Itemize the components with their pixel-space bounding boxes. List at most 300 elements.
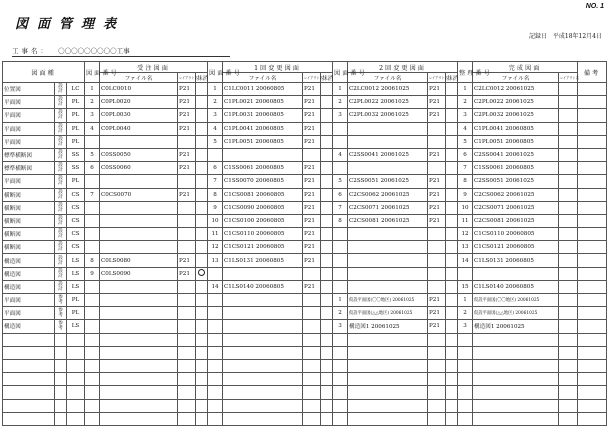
change1-file-cell bbox=[223, 267, 303, 280]
change2-file-cell bbox=[348, 254, 428, 267]
record-date-value: 平成18年12月4日 bbox=[552, 33, 602, 40]
change2-no-cell bbox=[333, 162, 348, 175]
order-no-cell: 7 bbox=[85, 188, 100, 201]
order-no-cell bbox=[85, 201, 100, 214]
kind-cell: 設 計 bbox=[55, 83, 67, 96]
order-delete-cell bbox=[196, 175, 208, 188]
blank-cell bbox=[348, 399, 428, 412]
order-no-cell bbox=[85, 241, 100, 254]
remarks-cell bbox=[578, 320, 607, 333]
change2-file-cell: C2PL0022 20061025 bbox=[348, 96, 428, 109]
change1-layout-cell: P21 bbox=[303, 228, 321, 241]
table-row bbox=[3, 96, 607, 109]
change2-file-cell: C2CS0071 20061025 bbox=[348, 201, 428, 214]
category-cell: CS bbox=[67, 201, 85, 214]
change1-no-cell: 3 bbox=[208, 109, 223, 122]
change1-file-cell: C1SS0061 20060805 bbox=[223, 162, 303, 175]
order-file-cell bbox=[100, 214, 178, 227]
change2-file-cell bbox=[348, 122, 428, 135]
blank-cell bbox=[100, 412, 178, 425]
blank-cell bbox=[458, 359, 473, 372]
blank-cell bbox=[100, 399, 178, 412]
order-delete-cell bbox=[196, 214, 208, 227]
project-name: 〇〇〇〇〇〇〇〇〇工事 bbox=[58, 47, 130, 55]
change1-no-cell: 11 bbox=[208, 228, 223, 241]
final-layout-cell bbox=[559, 109, 578, 122]
final-layout-cell bbox=[559, 294, 578, 307]
kind-cell: 設 計 bbox=[55, 135, 67, 148]
final-no-cell bbox=[458, 267, 473, 280]
order-delete-cell bbox=[196, 307, 208, 320]
final-no-cell: 7 bbox=[458, 162, 473, 175]
blank-cell bbox=[559, 412, 578, 425]
final-file-cell: C2LC0012 20061025 bbox=[473, 83, 559, 96]
change1-file-cell: C1SS0070 20060805 bbox=[223, 175, 303, 188]
order-delete-cell bbox=[196, 96, 208, 109]
blank-row bbox=[3, 399, 607, 412]
change1-file-cell: C1PL0031 20060805 bbox=[223, 109, 303, 122]
blank-cell bbox=[446, 373, 458, 386]
kind-cell: 設 計 bbox=[55, 228, 67, 241]
change2-layout-cell: P21 bbox=[428, 307, 446, 320]
final-file-cell: C2CS0071 20061025 bbox=[473, 201, 559, 214]
final-layout-cell bbox=[559, 320, 578, 333]
drawing-type-cell: 平面図 bbox=[3, 307, 55, 320]
blank-cell bbox=[559, 386, 578, 399]
blank-cell bbox=[55, 333, 67, 346]
change2-no-cell: 3 bbox=[333, 320, 348, 333]
blank-cell bbox=[473, 399, 559, 412]
drawing-type-cell: 平面図 bbox=[3, 96, 55, 109]
blank-cell bbox=[67, 386, 85, 399]
final-layout-cell bbox=[559, 201, 578, 214]
change2-delete-cell bbox=[446, 307, 458, 320]
order-layout-cell: P21 bbox=[178, 96, 196, 109]
order-no-cell bbox=[85, 280, 100, 293]
change1-delete-cell bbox=[321, 188, 333, 201]
change2-layout-cell bbox=[428, 228, 446, 241]
final-layout-cell bbox=[559, 280, 578, 293]
change2-delete-cell bbox=[446, 320, 458, 333]
category-cell: SS bbox=[67, 162, 85, 175]
final-layout-cell bbox=[559, 214, 578, 227]
change1-layout-cell: P21 bbox=[303, 162, 321, 175]
blank-cell bbox=[3, 333, 55, 346]
table-row bbox=[3, 214, 607, 227]
drawing-type-cell: 横断図 bbox=[3, 214, 55, 227]
change1-delete-cell bbox=[321, 214, 333, 227]
col-change2-delete: 抹消 bbox=[446, 73, 458, 83]
change2-layout-cell: P21 bbox=[428, 175, 446, 188]
kind-cell: 参 考 bbox=[55, 320, 67, 333]
change1-layout-cell bbox=[303, 294, 321, 307]
blank-cell bbox=[473, 412, 559, 425]
order-layout-cell: P21 bbox=[178, 188, 196, 201]
blank-cell bbox=[55, 359, 67, 372]
blank-cell bbox=[67, 333, 85, 346]
kind-cell: 設 計 bbox=[55, 267, 67, 280]
order-file-cell bbox=[100, 320, 178, 333]
blank-cell bbox=[348, 346, 428, 359]
col-order-layout: レイアウト名 bbox=[178, 73, 196, 83]
change2-delete-cell bbox=[446, 214, 458, 227]
change1-file-cell bbox=[223, 148, 303, 161]
change2-delete-cell bbox=[446, 294, 458, 307]
table-row bbox=[3, 254, 607, 267]
final-no-cell: 2 bbox=[458, 307, 473, 320]
change1-no-cell: 14 bbox=[208, 280, 223, 293]
col-drawing-type: 図面種 bbox=[3, 62, 85, 83]
col-change2-group: 2回変更図面 bbox=[348, 62, 458, 73]
table-row bbox=[3, 241, 607, 254]
change2-file-cell: 仮設平面図(△△地区) 20061025 bbox=[348, 307, 428, 320]
change1-delete-cell bbox=[321, 122, 333, 135]
table-row bbox=[3, 228, 607, 241]
blank-cell bbox=[67, 359, 85, 372]
blank-cell bbox=[428, 359, 446, 372]
change1-layout-cell: P21 bbox=[303, 109, 321, 122]
order-file-cell: C0LS0080 bbox=[100, 254, 178, 267]
change1-delete-cell bbox=[321, 83, 333, 96]
final-file-cell bbox=[473, 267, 559, 280]
order-file-cell bbox=[100, 175, 178, 188]
change2-no-cell bbox=[333, 135, 348, 148]
change1-no-cell: 2 bbox=[208, 96, 223, 109]
category-cell: CS bbox=[67, 228, 85, 241]
category-cell: PL bbox=[67, 109, 85, 122]
final-file-cell: C2CS0081 20061025 bbox=[473, 214, 559, 227]
blank-cell bbox=[85, 399, 100, 412]
project-label: 工事名： bbox=[12, 47, 50, 55]
blank-cell bbox=[85, 333, 100, 346]
drawing-type-cell: 標準横断図 bbox=[3, 148, 55, 161]
order-no-cell: 1 bbox=[85, 83, 100, 96]
remarks-cell bbox=[578, 175, 607, 188]
blank-cell bbox=[458, 399, 473, 412]
change2-delete-cell bbox=[446, 228, 458, 241]
blank-cell bbox=[578, 412, 607, 425]
order-layout-cell bbox=[178, 135, 196, 148]
change1-delete-cell bbox=[321, 254, 333, 267]
blank-cell bbox=[303, 346, 321, 359]
blank-cell bbox=[303, 399, 321, 412]
order-no-cell bbox=[85, 294, 100, 307]
order-layout-cell: P21 bbox=[178, 162, 196, 175]
final-file-cell: C1PL0051 20060805 bbox=[473, 135, 559, 148]
change1-no-cell: 10 bbox=[208, 214, 223, 227]
blank-cell bbox=[303, 359, 321, 372]
blank-cell bbox=[223, 399, 303, 412]
change1-layout-cell: P21 bbox=[303, 135, 321, 148]
order-layout-cell bbox=[178, 201, 196, 214]
change2-no-cell bbox=[333, 254, 348, 267]
drawing-type-cell: 構造図 bbox=[3, 267, 55, 280]
category-cell: CS bbox=[67, 214, 85, 227]
blank-cell bbox=[348, 386, 428, 399]
change2-delete-cell bbox=[446, 83, 458, 96]
order-file-cell bbox=[100, 307, 178, 320]
blank-row bbox=[3, 333, 607, 346]
col-change1-file: ファイル名 bbox=[223, 73, 303, 83]
table-row bbox=[3, 188, 607, 201]
final-no-cell: 8 bbox=[458, 175, 473, 188]
blank-cell bbox=[428, 373, 446, 386]
blank-cell bbox=[55, 412, 67, 425]
final-no-cell: 1 bbox=[458, 83, 473, 96]
final-layout-cell bbox=[559, 175, 578, 188]
blank-cell bbox=[559, 399, 578, 412]
col-change2-layout: レイアウト名 bbox=[428, 73, 446, 83]
drawing-type-cell: 平面図 bbox=[3, 294, 55, 307]
change2-layout-cell: P21 bbox=[428, 201, 446, 214]
blank-cell bbox=[303, 373, 321, 386]
blank-cell bbox=[321, 373, 333, 386]
table-row bbox=[3, 162, 607, 175]
blank-cell bbox=[85, 346, 100, 359]
blank-cell bbox=[446, 359, 458, 372]
change1-no-cell bbox=[208, 320, 223, 333]
order-file-cell bbox=[100, 201, 178, 214]
change1-layout-cell bbox=[303, 320, 321, 333]
final-no-cell: 3 bbox=[458, 320, 473, 333]
col-change1-layout: レイアウト名 bbox=[303, 73, 321, 83]
blank-cell bbox=[321, 399, 333, 412]
change1-layout-cell: P21 bbox=[303, 188, 321, 201]
blank-cell bbox=[85, 359, 100, 372]
drawing-type-cell: 横断図 bbox=[3, 188, 55, 201]
final-file-cell: 仮設平面図(〇〇地区) 20061025 bbox=[473, 294, 559, 307]
blank-cell bbox=[348, 412, 428, 425]
order-delete-cell bbox=[196, 228, 208, 241]
final-layout-cell bbox=[559, 122, 578, 135]
kind-cell: 設 計 bbox=[55, 254, 67, 267]
col-order-no: 図面番号 bbox=[85, 62, 100, 83]
order-delete-cell bbox=[196, 267, 208, 280]
category-cell: PL bbox=[67, 96, 85, 109]
blank-cell bbox=[428, 346, 446, 359]
col-org-no: 整理番号 bbox=[458, 62, 473, 83]
order-layout-cell: P21 bbox=[178, 267, 196, 280]
drawing-type-cell: 構造図 bbox=[3, 254, 55, 267]
change2-file-cell bbox=[348, 267, 428, 280]
final-file-cell: C1LS0131 20060805 bbox=[473, 254, 559, 267]
blank-cell bbox=[473, 346, 559, 359]
col-order-file: ファイル名 bbox=[100, 73, 178, 83]
table-row bbox=[3, 135, 607, 148]
change1-layout-cell: P21 bbox=[303, 122, 321, 135]
change2-layout-cell bbox=[428, 162, 446, 175]
remarks-cell bbox=[578, 135, 607, 148]
blank-cell bbox=[578, 346, 607, 359]
change1-delete-cell bbox=[321, 307, 333, 320]
change2-no-cell: 1 bbox=[333, 83, 348, 96]
change1-file-cell: C1CS0081 20060805 bbox=[223, 188, 303, 201]
blank-cell bbox=[100, 359, 178, 372]
order-file-cell: C0LC0010 bbox=[100, 83, 178, 96]
order-delete-cell bbox=[196, 294, 208, 307]
change2-file-cell bbox=[348, 162, 428, 175]
blank-cell bbox=[196, 333, 208, 346]
change1-no-cell: 12 bbox=[208, 241, 223, 254]
category-cell: SS bbox=[67, 148, 85, 161]
change2-delete-cell bbox=[446, 254, 458, 267]
table-row bbox=[3, 83, 607, 96]
order-delete-cell bbox=[196, 83, 208, 96]
change2-layout-cell bbox=[428, 267, 446, 280]
order-file-cell bbox=[100, 228, 178, 241]
blank-cell bbox=[348, 359, 428, 372]
change1-no-cell: 7 bbox=[208, 175, 223, 188]
blank-cell bbox=[3, 373, 55, 386]
change2-delete-cell bbox=[446, 188, 458, 201]
order-layout-cell bbox=[178, 280, 196, 293]
change2-file-cell bbox=[348, 280, 428, 293]
remarks-cell bbox=[578, 148, 607, 161]
blank-cell bbox=[178, 399, 196, 412]
deletion-mark-icon bbox=[198, 269, 205, 276]
order-layout-cell bbox=[178, 175, 196, 188]
blank-cell bbox=[321, 346, 333, 359]
blank-cell bbox=[196, 386, 208, 399]
blank-cell bbox=[85, 386, 100, 399]
order-no-cell: 9 bbox=[85, 267, 100, 280]
order-delete-cell bbox=[196, 122, 208, 135]
change2-no-cell: 2 bbox=[333, 96, 348, 109]
final-layout-cell bbox=[559, 188, 578, 201]
col-final-file: ファイル名 bbox=[473, 73, 559, 83]
order-file-cell bbox=[100, 280, 178, 293]
blank-cell bbox=[473, 373, 559, 386]
drawing-type-cell: 平面図 bbox=[3, 122, 55, 135]
blank-cell bbox=[55, 346, 67, 359]
blank-cell bbox=[446, 412, 458, 425]
blank-cell bbox=[559, 373, 578, 386]
blank-row bbox=[3, 412, 607, 425]
table-row bbox=[3, 320, 607, 333]
change1-delete-cell bbox=[321, 162, 333, 175]
final-layout-cell bbox=[559, 162, 578, 175]
blank-cell bbox=[223, 386, 303, 399]
blank-cell bbox=[473, 386, 559, 399]
table-row bbox=[3, 267, 607, 280]
kind-cell: 設 計 bbox=[55, 96, 67, 109]
change1-delete-cell bbox=[321, 96, 333, 109]
blank-cell bbox=[196, 399, 208, 412]
change2-layout-cell bbox=[428, 241, 446, 254]
change2-delete-cell bbox=[446, 241, 458, 254]
kind-cell: 設 計 bbox=[55, 201, 67, 214]
change1-layout-cell: P21 bbox=[303, 175, 321, 188]
final-no-cell: 5 bbox=[458, 135, 473, 148]
change2-delete-cell bbox=[446, 162, 458, 175]
blank-cell bbox=[333, 333, 348, 346]
blank-cell bbox=[67, 412, 85, 425]
change2-file-cell: C2CS0062 20061025 bbox=[348, 188, 428, 201]
blank-cell bbox=[3, 399, 55, 412]
order-delete-cell bbox=[196, 148, 208, 161]
order-no-cell: 6 bbox=[85, 162, 100, 175]
final-no-cell: 9 bbox=[458, 188, 473, 201]
col-order-group: 受注図面 bbox=[100, 62, 208, 73]
blank-cell bbox=[100, 346, 178, 359]
change2-delete-cell bbox=[446, 148, 458, 161]
remarks-cell bbox=[578, 241, 607, 254]
blank-cell bbox=[196, 359, 208, 372]
blank-cell bbox=[321, 412, 333, 425]
change2-no-cell: 4 bbox=[333, 148, 348, 161]
blank-cell bbox=[321, 386, 333, 399]
change2-no-cell: 6 bbox=[333, 188, 348, 201]
final-no-cell: 1 bbox=[458, 294, 473, 307]
final-no-cell: 2 bbox=[458, 96, 473, 109]
blank-cell bbox=[3, 412, 55, 425]
final-layout-cell bbox=[559, 307, 578, 320]
final-file-cell: C1CS0110 20060805 bbox=[473, 228, 559, 241]
change1-delete-cell bbox=[321, 135, 333, 148]
blank-cell bbox=[428, 412, 446, 425]
blank-row bbox=[3, 373, 607, 386]
blank-cell bbox=[67, 399, 85, 412]
col-change2-no: 図面番号 bbox=[333, 62, 348, 83]
change1-file-cell: C1LS0140 20060805 bbox=[223, 280, 303, 293]
final-file-cell: 構造図1 20061025 bbox=[473, 320, 559, 333]
blank-cell bbox=[578, 399, 607, 412]
change2-no-cell: 3 bbox=[333, 109, 348, 122]
final-file-cell: C2CS0062 20061025 bbox=[473, 188, 559, 201]
blank-cell bbox=[458, 346, 473, 359]
order-no-cell: 4 bbox=[85, 122, 100, 135]
final-no-cell: 13 bbox=[458, 241, 473, 254]
blank-cell bbox=[208, 386, 223, 399]
blank-cell bbox=[333, 359, 348, 372]
final-layout-cell bbox=[559, 96, 578, 109]
col-change1-no: 図面番号 bbox=[208, 62, 223, 83]
blank-cell bbox=[55, 386, 67, 399]
blank-cell bbox=[3, 359, 55, 372]
blank-cell bbox=[348, 333, 428, 346]
change1-file-cell: C1PL0021 20060805 bbox=[223, 96, 303, 109]
remarks-cell bbox=[578, 267, 607, 280]
order-no-cell bbox=[85, 320, 100, 333]
kind-cell: 参 考 bbox=[55, 307, 67, 320]
blank-cell bbox=[196, 373, 208, 386]
remarks-cell bbox=[578, 294, 607, 307]
order-delete-cell bbox=[196, 201, 208, 214]
blank-cell bbox=[428, 386, 446, 399]
order-file-cell bbox=[100, 294, 178, 307]
change1-layout-cell: P21 bbox=[303, 214, 321, 227]
change2-delete-cell bbox=[446, 122, 458, 135]
kind-cell: 設 計 bbox=[55, 241, 67, 254]
order-no-cell bbox=[85, 228, 100, 241]
kind-cell: 設 計 bbox=[55, 188, 67, 201]
blank-cell bbox=[223, 359, 303, 372]
table-row bbox=[3, 280, 607, 293]
blank-cell bbox=[100, 373, 178, 386]
change2-no-cell: 8 bbox=[333, 214, 348, 227]
change2-file-cell: C2PL0032 20061025 bbox=[348, 109, 428, 122]
change1-layout-cell: P21 bbox=[303, 241, 321, 254]
drawing-type-cell: 構造図 bbox=[3, 320, 55, 333]
blank-cell bbox=[321, 333, 333, 346]
blank-cell bbox=[67, 346, 85, 359]
order-file-cell: C0PL0040 bbox=[100, 122, 178, 135]
blank-cell bbox=[196, 346, 208, 359]
order-no-cell bbox=[85, 214, 100, 227]
blank-cell bbox=[208, 346, 223, 359]
blank-cell bbox=[303, 333, 321, 346]
col-remarks: 備考 bbox=[578, 62, 607, 83]
